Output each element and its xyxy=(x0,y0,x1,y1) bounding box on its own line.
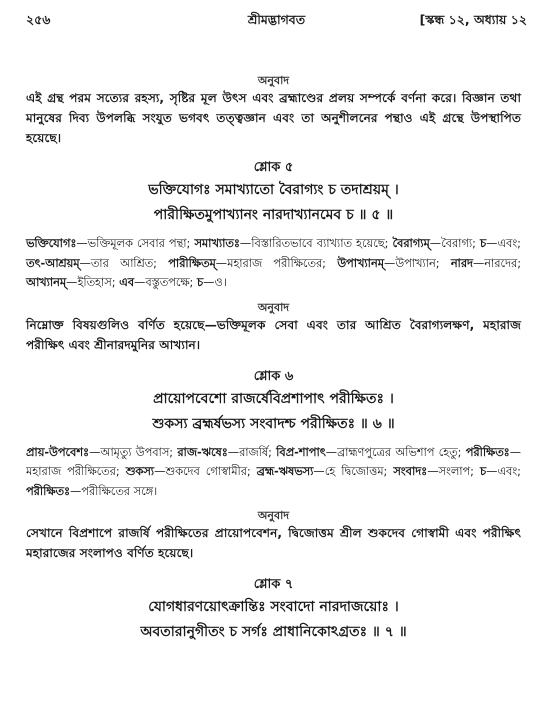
intro-translation-label: অনুবাদ xyxy=(257,74,290,87)
synonym-meaning: —এবং; xyxy=(486,465,521,478)
synonym-word: পরীক্ষিতঃ xyxy=(26,484,70,498)
synonym-word: শুকস্য xyxy=(125,465,155,478)
page-header xyxy=(26,12,527,32)
synonym-meaning: —নারদের; xyxy=(472,256,522,270)
verse-5-line-2: পারীক্ষিতমুপাখ্যানং নারদাখ্যানমেব চ ॥ ৫ ॥ xyxy=(153,207,394,223)
book-title: শ্রীমদ্ভাগবত xyxy=(247,12,306,27)
verse-5-translation-label: অনুবাদ xyxy=(257,300,290,314)
synonym-word: তৎ-আশ্রয়ম্ xyxy=(26,256,80,270)
synonym-meaning: —বিস্তারিতভাবে ব্যাখ্যাত হয়েছে; xyxy=(239,237,393,250)
verse-6-line-1: প্রায়োপবেশো রাজর্ষেবিপ্রশাপাৎ পরীক্ষিতঃ । xyxy=(153,390,394,407)
verse-7-line-2: অবতারানুগীতং চ সর্গঃ প্রাধানিকোঽগ্রতঃ ॥ ৭ ॥ xyxy=(140,624,407,640)
synonym-meaning: —বস্তুতপক্ষে; xyxy=(134,276,197,289)
synonym-meaning: —পরীক্ষিতের সঙ্গে। xyxy=(70,484,158,498)
page-number: ২৫৬ xyxy=(26,12,51,27)
synonym-meaning: —হে দ্বিজোত্তম; xyxy=(313,465,394,478)
synonym-word: চ xyxy=(480,465,487,478)
verse-5-title: শ্লোক ৫ xyxy=(253,160,294,175)
verse-6-translation-label: অনুবাদ xyxy=(257,509,290,522)
verse-6-translation-text: সেখানে বিপ্রশাপে রাজর্ষি পরীক্ষিতের প্রায়োপবেশন, দ্বিজোত্তম শ্রীল শুকদেব গোস্বামী এবং পরীক্ষিৎ মহারাজের সংলাপও বর্ণিত হয়েছে। xyxy=(26,526,521,560)
synonym-meaning: —সংলাপ; xyxy=(427,465,481,478)
synonym-word: ভক্তিযোগঃ xyxy=(26,237,77,250)
verse-5-line-1: ভক্তিযোগঃ সমাখ্যাতো বৈরাগ্যং চ তদাশ্রয়ম্ । xyxy=(148,182,399,198)
synonym-word: রাজ-ঋষেঃ xyxy=(177,445,228,459)
verse-6-title: শ্লোক ৬ xyxy=(253,368,294,384)
verse-5-synonyms xyxy=(26,234,521,293)
synonym-meaning: —বৈরাগ্য; xyxy=(429,237,481,250)
synonym-word: পারীক্ষিতম্ xyxy=(168,256,216,270)
synonym-word: নারদ xyxy=(450,256,473,270)
synonym-meaning: —মহারাজ পরীক্ষিতের; xyxy=(26,445,521,478)
verse-6-synonyms xyxy=(26,443,521,502)
verse-5-translation-text: নিম্নোক্ত বিষয়গুলিও বর্ণিত হয়েছে—ভক্তিমূলক সেবা এবং তার আশ্রিত বৈরাগ্যলক্ষণ, মহারাজ পরীক্ষিৎ এবং শ্রীনারদমুনির আখ্যান। xyxy=(26,317,521,352)
verse-7-line-1: যোগধারণয়োৎক্রান্তিঃ সংবাদো নারদাজয়োঃ । xyxy=(148,599,399,615)
synonym-meaning: —মহারাজ পরীক্ষিতের; xyxy=(215,256,338,270)
synonym-meaning: —এবং; xyxy=(486,237,521,250)
synonym-word: চ xyxy=(196,276,204,289)
synonym-word: প্রায়-উপবেশঃ xyxy=(26,445,90,459)
verse-6-line-2: শুকস্য ব্রহ্মর্ষভস্য সংবাদশ্চ পরীক্ষিতঃ ॥ ৬ ॥ xyxy=(152,415,395,432)
synonym-word: উপাখ্যানম্ xyxy=(337,256,384,270)
verse-7-title: শ্লোক ৭ xyxy=(253,577,294,592)
synonym-meaning: —ব্রাহ্মণপুত্রের অভিশাপ হেতু; xyxy=(325,445,466,459)
intro-translation-text: এই গ্রন্থ পরম সত্যের রহস্য, সৃষ্টির মূল উৎস এবং ব্রহ্মাণ্ডের প্রলয় সম্পর্কে বর্ণনা করে। বিজ্ঞান তথা মানুষের দিব্য উপলব্ধি সংযুত ভগবৎ তত্ত্বজ্ঞান এবং তা অনুশীলনের পন্থাও এই গ্রন্থে উপস্থাপিত হয়েছে। xyxy=(26,91,521,145)
synonym-meaning: —ও। xyxy=(203,276,227,289)
synonym-word: বিপ্র-শাপাৎ xyxy=(276,445,326,459)
synonym-meaning: —আমৃত্যু উপবাস; xyxy=(89,445,178,459)
chapter-reference: [স্কন্ধ ১২, অধ্যায় ১২ xyxy=(419,12,527,27)
page-content xyxy=(26,74,521,645)
synonym-word: আখ্যানম্ xyxy=(26,276,67,289)
synonym-meaning: —শুকদেব গোস্বামীর; xyxy=(154,465,257,478)
synonym-word: সংবাদঃ xyxy=(393,465,428,478)
synonym-word: সমাখ্যাতঃ xyxy=(194,237,240,250)
synonym-word: বৈরাগ্যম্ xyxy=(392,237,430,250)
synonym-meaning: —ইতিহাস; xyxy=(66,276,120,289)
synonym-meaning: —উপাখ্যান; xyxy=(383,256,451,270)
synonym-meaning: —ভক্তিমূলক সেবার পন্থা; xyxy=(76,237,195,250)
synonym-word: পরীক্ষিতঃ xyxy=(465,445,510,459)
synonym-word: চ xyxy=(480,237,487,250)
synonym-word: এব xyxy=(119,276,135,289)
synonym-meaning: —রাজর্ষি; xyxy=(227,445,277,459)
synonym-meaning: —তার আশ্রিত; xyxy=(79,256,169,270)
synonym-word: ব্রহ্ম-ঋষভস্য xyxy=(256,465,314,478)
